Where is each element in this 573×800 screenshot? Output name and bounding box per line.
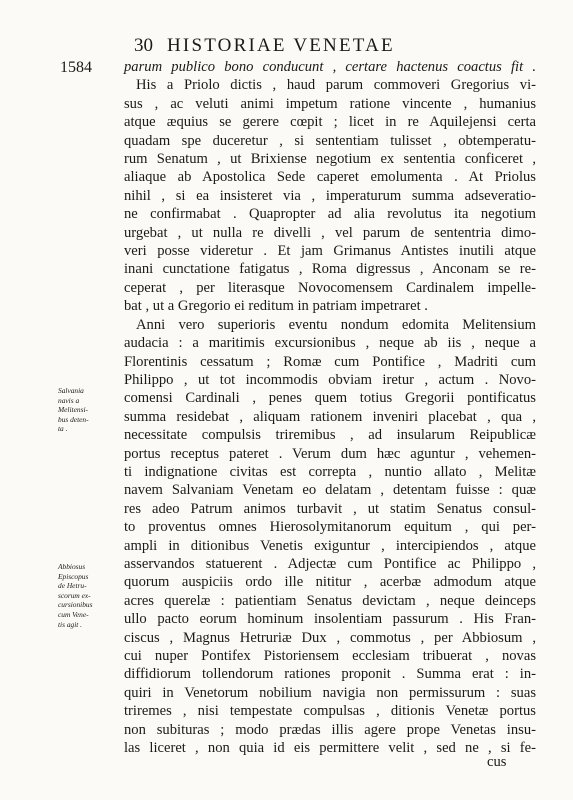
text-line: res adeo Patrum animos turbavit , ut statim Senatus consul-	[124, 500, 536, 517]
margin-note-line: Episcopus	[58, 571, 89, 581]
margin-note-line: bus deten-	[58, 414, 89, 424]
body-text	[124, 58, 536, 757]
margin-note-line: scorum ex-	[58, 590, 91, 600]
text-line: sus , ac veluti animi impetum ratione vincente , humanius	[124, 95, 536, 112]
margin-note-line: tis agit .	[58, 619, 83, 629]
text-line: ullo pacto eorum hominum insolentiam passurum . His Fran-	[124, 611, 536, 628]
text-line: las liceret , non quia id eis permittere velit , sed ne , si fe-	[124, 740, 536, 757]
text-line: triremes , nisi tempestate compulsas , ditionis Venetæ portus	[124, 703, 536, 720]
page-header	[134, 35, 395, 57]
text-line: atque æquius se gerere cœpit ; licet in re Aquilejensi certa	[124, 114, 536, 131]
text-line: to proventus omnes Hierosolymitanorum equitum , qui per-	[124, 519, 536, 536]
text-line: non subituras ; modo prædas illis agere prope Venetas insu-	[124, 721, 536, 738]
margin-note-salvania	[58, 386, 120, 434]
text-line: aliaque ab Apostolica Sede caperet emolumenta . At Priolus	[124, 169, 536, 186]
text-line: comensi Cardinali , penes quem totius Gregorii pontificatus	[124, 390, 536, 407]
text-line: quadam spe duceretur , si sententiam tulisset , obtemperatu-	[124, 132, 536, 149]
text-line: navem Salvaniam Venetam eo delatam , detentam fuisse : quæ	[124, 482, 536, 499]
margin-note-line: Melitensi-	[58, 405, 88, 415]
text-line: ciscus , Magnus Hetruriæ Dux , commotus , per Abbiosum ,	[124, 629, 536, 646]
text-line: inani cunctatione fatigatus , Roma digressus , Anconam se re-	[124, 261, 536, 278]
text-line: ne confirmabat . Quapropter ad alia revolutus ita negotium	[124, 206, 536, 223]
text-line: diffidiorum tollendorum rationes proponit . Summa erat : in-	[124, 666, 536, 683]
margin-note-line: Salvania	[58, 386, 84, 395]
catchword: cus	[487, 754, 507, 770]
margin-year: 1584	[60, 59, 92, 76]
text-line: parum publico bono conducunt , certare hactenus coactus fit .	[124, 59, 536, 75]
text-line: veri posse videretur . Et jam Grimanus Antistes inutili atque	[124, 243, 536, 260]
text-line: summa residebat , aliquam rationem inveniri placebat , qua ,	[124, 408, 536, 425]
text-line: quiri in Venetorum nobilium navigia non permissurum : suas	[124, 684, 536, 701]
margin-note-line: cum Vene-	[58, 609, 89, 619]
text-line: acres querelæ : patientiam Senatus devictam , neque deinceps	[124, 592, 536, 609]
margin-note-line: cursionibus	[58, 600, 93, 610]
text-line: necessitate compulsis triremibus , ad insularum Reipublicæ	[124, 427, 536, 444]
text-line: portus receptus pateret . Verum dum hæc aguntur , vehemen-	[124, 445, 536, 462]
text-line: Philippo , ut tot incommodis obviam iretur , actum . Novo-	[124, 371, 536, 388]
text-line: ampli in ditionibus Venetis exiguntur , intercipiendos , atque	[124, 537, 536, 554]
text-line: Florentinis cessatum ; Romæ cum Pontifice , Madriti cum	[124, 353, 536, 370]
margin-note-line: Abbiosus	[58, 562, 86, 571]
margin-note-line: navis a	[58, 395, 80, 405]
margin-note-abbiosus	[58, 562, 120, 629]
text-line: asservandos statuerent . Adjectæ cum Pontifice ac Philippo ,	[124, 555, 536, 572]
text-line: bat , ut a Gregorio ei reditum in patriam impetraret .	[124, 298, 428, 315]
text-line: His a Priolo dictis , haud parum commoveri Gregorius vi-	[136, 77, 536, 94]
text-line: audacia : a maritimis excursionibus , neque ab iis , neque a	[124, 335, 536, 352]
margin-note-line: ta .	[58, 424, 68, 434]
running-title: HISTORIAE VENETAE	[167, 35, 395, 56]
text-line: urgebat , ut nulla re divelli , vel parum de sententria dimo-	[124, 224, 536, 241]
page-number: 30	[134, 35, 153, 56]
text-line: cui nuper Pontifex Pistoriensem ecclesiam tribuerat , novas	[124, 648, 536, 664]
margin-note-line: de Hetru-	[58, 581, 87, 591]
text-line: ceperat , per literasque Novocomensem Cardinalem impelle-	[124, 279, 536, 296]
text-line: quorum auspiciis ordo ille nititur , acerbæ admodum atque	[124, 574, 536, 591]
text-line: Anni vero superioris eventu nondum edomita Melitensium	[136, 316, 536, 333]
text-line: ti indignatione civitas est correpta , nuntio allato , Melitæ	[124, 463, 536, 480]
text-line: nihil , si ea insisteret via , imperaturum summa adseveratio-	[124, 187, 536, 204]
text-line: rum Senatum , ut Brixiense negotium ex sententia conficeret ,	[124, 151, 536, 168]
